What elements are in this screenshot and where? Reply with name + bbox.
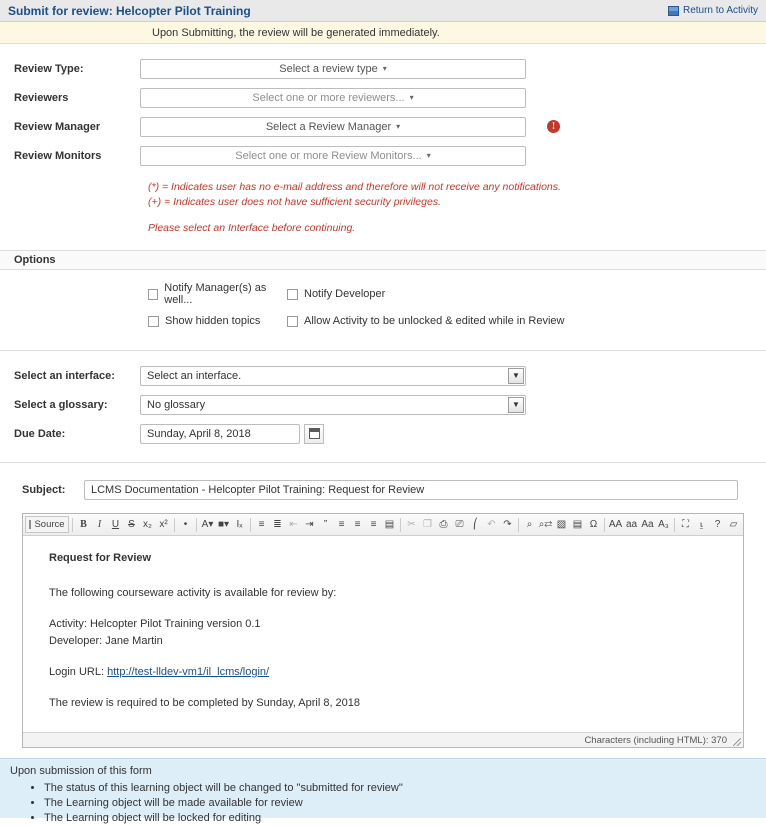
align-right-button[interactable]: ≡ (370, 519, 377, 530)
search-icon[interactable]: ⌕ (526, 519, 533, 530)
subscript-button[interactable]: x₂ (143, 519, 152, 530)
review-manager-dropdown[interactable] (140, 117, 526, 137)
reviewers-value: Select one or more reviewers... (252, 91, 405, 104)
strikethrough-button[interactable]: S (128, 519, 135, 530)
glossary-value: No glossary (147, 398, 206, 411)
list-item: • The Learning object will be made available for review (44, 796, 766, 811)
undo-button[interactable]: ↶ (487, 519, 496, 530)
character-count: Characters (including HTML): 370 (584, 734, 727, 746)
text-color-button[interactable]: A▾ (201, 519, 214, 530)
options-section-header: Options (0, 250, 766, 270)
calendar-picker-button[interactable] (304, 424, 324, 444)
submit-notice-text: Upon Submitting, the review will be generated immediately. (152, 26, 440, 39)
review-monitors-dropdown[interactable] (140, 146, 526, 166)
indent-button[interactable]: ⇥ (305, 519, 314, 530)
remove-format-button[interactable]: Iₓ (236, 519, 243, 530)
form-row-review-monitors (0, 141, 766, 170)
chevron-down-icon: ▾ (382, 64, 387, 73)
developer-label: Developer: (49, 635, 106, 647)
toolbar-separator (604, 518, 605, 532)
form-row-review-type (0, 54, 766, 83)
checkbox-allow-unlock-edit[interactable] (287, 315, 564, 327)
title-bar (0, 0, 766, 22)
source-icon (29, 520, 31, 529)
submit-notice-bar (0, 22, 766, 44)
form-row-glossary (0, 390, 766, 419)
paste-word-button[interactable]: ⎛ (473, 519, 478, 530)
review-manager-label: Review Manager (14, 120, 101, 133)
cut-button[interactable]: ✂ (407, 519, 416, 530)
toolbar-separator (400, 518, 401, 532)
subject-input[interactable] (84, 480, 738, 500)
return-to-activity-link[interactable] (668, 5, 758, 16)
paste-button[interactable]: ⎙ (439, 519, 448, 530)
note-select-interface: Please select an Interface before continuing. (148, 222, 356, 234)
underline-button[interactable]: U (111, 519, 120, 530)
submission-info-list (10, 781, 766, 826)
checkbox-notify-developer[interactable] (287, 282, 385, 306)
table-button[interactable]: ▤ (572, 519, 583, 530)
checkbox-label: Allow Activity to be unlocked & edited while in Review (304, 315, 565, 327)
submission-info-panel (0, 758, 766, 824)
chevron-down-icon[interactable]: ▼ (508, 368, 524, 384)
background-color-button[interactable]: ■▾ (217, 519, 230, 530)
toolbar-separator (196, 518, 197, 532)
options-row-2 (148, 315, 766, 327)
chevron-down-icon[interactable]: ▼ (508, 397, 524, 413)
reviewers-dropdown[interactable] (140, 88, 526, 108)
chevron-down-icon: ▾ (409, 93, 414, 102)
review-monitors-value: Select one or more Review Monitors... (235, 149, 422, 162)
copy-button[interactable]: ❐ (423, 519, 432, 530)
numbered-list-button[interactable]: ≡ (258, 519, 265, 530)
blockquote-button[interactable]: ” (323, 519, 328, 530)
page-title: Submit for review: Helcopter Pilot Training (8, 3, 251, 18)
chevron-down-icon: ▾ (396, 122, 401, 131)
subject-row (0, 462, 766, 505)
font-format-button[interactable]: A₃ (658, 519, 669, 530)
review-type-label: Review Type: (14, 62, 84, 75)
align-justify-button[interactable]: ▤ (384, 519, 395, 530)
rich-text-editor (22, 513, 744, 748)
form-row-due-date (0, 419, 766, 448)
bullet-marker-icon[interactable]: • (183, 519, 188, 530)
glossary-label: Select a glossary: (14, 398, 108, 411)
bold-button[interactable]: B (80, 519, 87, 530)
special-character-button[interactable]: Ω (589, 519, 598, 530)
reviewers-label: Reviewers (14, 91, 69, 104)
more-options-button[interactable]: ▱ (729, 519, 738, 530)
select-all-button[interactable]: ▧ (556, 519, 567, 530)
interface-select[interactable] (140, 366, 526, 386)
italic-button[interactable]: I (97, 519, 102, 530)
error-icon[interactable]: ! (547, 120, 560, 133)
developer-name: Jane Martin (105, 635, 163, 647)
review-manager-value: Select a Review Manager (265, 120, 392, 133)
editor-intro-line: The following courseware activity is available for review by: (49, 587, 337, 599)
toolbar-separator (674, 518, 675, 532)
review-type-dropdown[interactable] (140, 59, 526, 79)
checkbox-box[interactable] (287, 289, 298, 300)
interface-value: Select an interface. (147, 369, 242, 382)
help-button[interactable]: ? (714, 519, 721, 530)
glossary-select[interactable] (140, 395, 526, 415)
form-row-review-manager (0, 112, 766, 141)
checkbox-label: Notify Developer (304, 288, 386, 300)
note-no-privileges: (+) = Indicates user does not have sufficient security privileges. (148, 196, 441, 208)
due-date-label: Due Date: (14, 427, 66, 440)
due-date-value: Sunday, April 8, 2018 (147, 427, 251, 440)
maximize-button[interactable]: ⛶ (682, 519, 689, 530)
editor-toolbar (23, 514, 743, 536)
form-row-interface (0, 361, 766, 390)
editor-content[interactable] (23, 536, 743, 732)
review-type-value: Select a review type (279, 62, 378, 75)
checkbox-box[interactable] (148, 316, 159, 327)
subject-value: LCMS Documentation - Helcopter Pilot Training: Request for Review (91, 484, 425, 496)
form-row-reviewers (0, 83, 766, 112)
editor-login-line (49, 664, 743, 681)
font-size-large-button[interactable]: AA (608, 519, 623, 530)
note-no-email: (*) = Indicates user has no e-mail address and therefore will not receive any notifications. (148, 181, 561, 193)
source-label: Source (34, 519, 65, 530)
login-url-link[interactable]: http://test-lldev-vm1/il_lcms/login/ (107, 666, 270, 678)
settings-section (0, 351, 766, 448)
redo-button[interactable]: ↷ (503, 519, 512, 530)
checkbox-notify-managers[interactable] (148, 282, 287, 306)
toolbar-separator (250, 518, 251, 532)
paste-text-button[interactable]: ⎚ (455, 519, 464, 530)
list-item: • The Learning object will be locked for editing (44, 811, 766, 826)
editor-due-line: The review is required to be completed by Sunday, April 8, 2018 (49, 697, 361, 709)
editor-heading: Request for Review (49, 552, 152, 564)
replace-button[interactable]: ⌕⇄ (538, 519, 553, 530)
list-item: • The status of this learning object will be changed to "submitted for review" (44, 781, 766, 796)
form-notes (0, 180, 766, 236)
checkbox-label: Show hidden topics (165, 315, 261, 327)
toolbar-separator (518, 518, 519, 532)
outdent-button[interactable]: ⇤ (289, 519, 298, 530)
font-style-button[interactable]: Aa (641, 519, 654, 530)
checkbox-box[interactable] (148, 289, 158, 300)
interface-label: Select an interface: (14, 369, 115, 382)
due-date-input[interactable] (140, 424, 300, 444)
subject-label: Subject: (22, 484, 66, 496)
calendar-icon (309, 428, 320, 439)
chevron-down-icon: ▾ (426, 151, 431, 160)
toolbar-separator (72, 518, 73, 532)
editor-status-bar (23, 732, 743, 747)
bulleted-list-button[interactable]: ≣ (273, 519, 282, 530)
toolbar-separator (174, 518, 175, 532)
checkbox-box[interactable] (287, 316, 298, 327)
resize-grip-icon[interactable] (733, 738, 741, 746)
superscript-button[interactable]: x² (159, 519, 168, 530)
options-checkbox-group (0, 270, 766, 350)
review-form (0, 44, 766, 236)
review-monitors-label: Review Monitors (14, 149, 102, 162)
return-arrow-icon (668, 6, 679, 16)
font-size-small-button[interactable]: aa (625, 519, 638, 530)
source-button[interactable] (25, 516, 69, 533)
return-to-activity-label: Return to Activity (682, 5, 758, 16)
align-left-button[interactable]: ≡ (338, 519, 345, 530)
show-blocks-button[interactable]: ⍸ (698, 519, 705, 530)
checkbox-show-hidden-topics[interactable] (148, 315, 287, 327)
options-row-1 (148, 282, 766, 306)
editor-developer-line (49, 633, 743, 650)
editor-activity-line: Activity: Helcopter Pilot Training version 0.1 (49, 618, 261, 630)
submission-info-title: Upon submission of this form (10, 765, 152, 777)
login-url-label: Login URL: (49, 666, 108, 678)
align-center-button[interactable]: ≡ (354, 519, 361, 530)
checkbox-label: Notify Manager(s) as well... (164, 282, 267, 306)
